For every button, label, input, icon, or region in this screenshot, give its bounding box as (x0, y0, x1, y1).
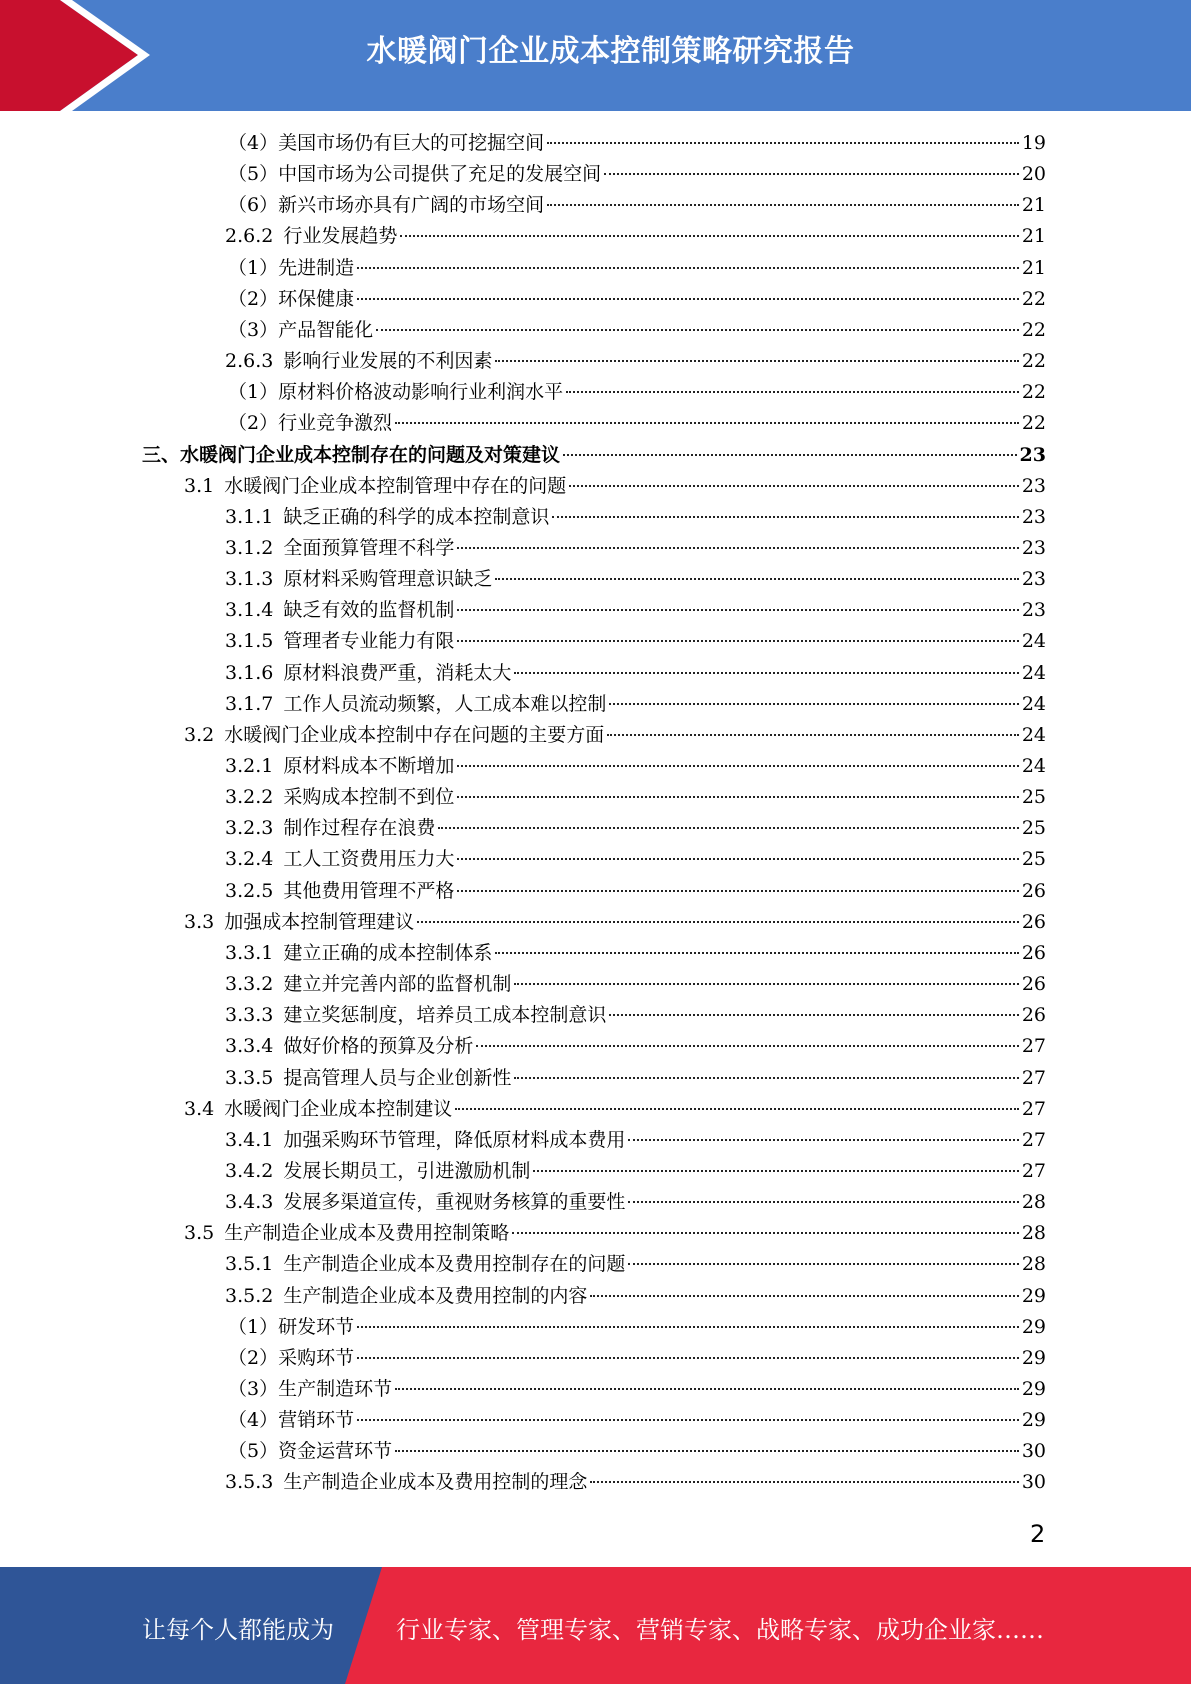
toc-dot-leader (547, 204, 1019, 206)
toc-entry-page: 28 (1021, 1253, 1046, 1276)
toc-entry-page: 27 (1021, 1159, 1046, 1182)
toc-entry-number: 3.4.2 (225, 1159, 274, 1182)
toc-entry-number: （4） (228, 132, 279, 154)
toc-entry[interactable] (225, 1000, 1046, 1031)
toc-entry-page: 22 (1021, 287, 1046, 310)
toc-entry-title: 原材料采购管理意识缺乏 (283, 568, 493, 591)
toc-entry-page: 23 (1021, 505, 1046, 528)
toc-entry-title: 美国市场仍有巨大的可挖掘空间 (278, 132, 545, 154)
page-header (0, 0, 1191, 111)
toc-entry-page: 22 (1021, 412, 1046, 435)
toc-entry-page: 22 (1021, 318, 1046, 341)
toc-dot-leader (457, 547, 1018, 549)
toc-entry-page: 30 (1021, 1440, 1046, 1463)
toc-entry-number: 3.4 (184, 1097, 215, 1120)
toc-entry[interactable] (228, 1374, 1046, 1405)
toc-entry[interactable] (184, 907, 1046, 938)
toc-dot-leader (495, 360, 1018, 362)
toc-dot-leader (357, 298, 1019, 300)
toc-entry-title: 缺乏正确的科学的成本控制意识 (283, 505, 550, 528)
toc-entry-page: 23 (1021, 568, 1046, 591)
toc-entry[interactable] (225, 938, 1046, 969)
toc-dot-leader (607, 734, 1019, 736)
toc-entry-page: 27 (1021, 1035, 1046, 1058)
toc-entry-page: 24 (1021, 630, 1046, 653)
toc-entry-number: （1） (228, 256, 279, 279)
toc-entry[interactable] (225, 751, 1046, 782)
toc-entry-title: 水暖阀门企业成本控制中存在问题的主要方面 (224, 723, 605, 746)
toc-entry-title: 生产制造企业成本及费用控制存在的问题 (283, 1253, 626, 1276)
toc-entry-number: （3） (228, 318, 279, 341)
toc-entry-title: 研发环节 (278, 1315, 355, 1338)
toc-entry-title: 先进制造 (278, 256, 355, 279)
toc-entry-number: 3.5 (184, 1222, 215, 1245)
toc-entry[interactable] (225, 689, 1046, 720)
toc-entry[interactable] (225, 1031, 1046, 1062)
toc-entry-page: 23 (1021, 599, 1046, 622)
toc-entry-page: 26 (1021, 879, 1046, 902)
toc-entry-number: （5） (228, 1440, 279, 1463)
toc-entry-title: 建立正确的成本控制体系 (283, 941, 493, 964)
toc-dot-leader (604, 173, 1019, 175)
toc-entry-title: 原材料价格波动影响行业利润水平 (278, 381, 564, 404)
toc-entry-title: 生产制造企业成本及费用控制策略 (224, 1222, 510, 1245)
toc-entry-page: 23 (1019, 443, 1046, 466)
toc-dot-leader (400, 235, 1018, 237)
toc-entry[interactable] (228, 253, 1046, 284)
toc-entry-title: 全面预算管理不科学 (283, 536, 455, 559)
toc-entry-page: 29 (1021, 1378, 1046, 1400)
toc-entry[interactable] (225, 782, 1046, 813)
toc-entry-number: 3.1.4 (225, 599, 274, 622)
toc-entry[interactable] (184, 1218, 1046, 1249)
toc-entry-title: 采购环节 (278, 1346, 355, 1369)
toc-entry-title: 新兴市场亦具有广阔的市场空间 (278, 194, 545, 217)
toc-entry[interactable] (142, 440, 1046, 471)
toc-entry-title: 行业竞争激烈 (278, 412, 393, 435)
toc-entry[interactable] (225, 626, 1046, 657)
toc-dot-leader (395, 1450, 1019, 1452)
toc-entry-page: 30 (1021, 1471, 1046, 1494)
toc-entry-number: 3.1.7 (225, 692, 274, 715)
toc-entry[interactable] (225, 533, 1046, 564)
toc-entry-title: 加强采购环节管理，降低原材料成本费用 (283, 1128, 626, 1151)
toc-entry-number: 3.4.3 (225, 1191, 274, 1214)
toc-entry-number: （2） (228, 412, 279, 435)
toc-entry[interactable] (225, 346, 1046, 377)
toc-entry-title: 产品智能化 (278, 318, 374, 341)
toc-dot-leader (514, 672, 1018, 674)
toc-entry-number: （1） (228, 1315, 279, 1338)
toc-dot-leader (457, 858, 1018, 860)
toc-entry-title: 水暖阀门企业成本控制建议 (224, 1097, 453, 1120)
toc-entry-title: 其他费用管理不严格 (283, 879, 455, 902)
toc-entry[interactable] (228, 315, 1046, 346)
toc-entry[interactable] (184, 471, 1046, 502)
toc-dot-leader (357, 267, 1019, 269)
toc-entry-number: 3.1.1 (225, 505, 274, 528)
toc-entry-title: 发展多渠道宣传，重视财务核算的重要性 (283, 1191, 626, 1214)
toc-entry-page: 29 (1021, 1284, 1046, 1307)
toc-entry-title: 环保健康 (278, 287, 355, 310)
toc-entry-page: 25 (1021, 786, 1046, 809)
toc-entry-title: 做好价格的预算及分析 (283, 1035, 474, 1058)
toc-entry-page: 26 (1021, 941, 1046, 964)
toc-entry-page: 21 (1021, 194, 1046, 217)
toc-entry[interactable] (228, 159, 1046, 190)
toc-dot-leader (628, 1139, 1018, 1141)
toc-entry-page: 24 (1021, 692, 1046, 715)
toc-entry-page: 21 (1021, 256, 1046, 279)
toc-entry-page: 28 (1021, 1191, 1046, 1214)
toc-entry-title: 水暖阀门企业成本控制管理中存在的问题 (224, 474, 567, 497)
toc-entry[interactable] (225, 1125, 1046, 1156)
toc-dot-leader (457, 609, 1018, 611)
toc-entry-title: 采购成本控制不到位 (283, 786, 455, 809)
toc-entry-number: （2） (228, 287, 279, 310)
toc-entry-page: 29 (1021, 1315, 1046, 1338)
toc-entry-number: 2.6.3 (225, 350, 274, 373)
toc-entry-title: 建立奖惩制度，培养员工成本控制意识 (283, 1004, 607, 1027)
toc-dot-leader (357, 1326, 1019, 1328)
toc-dot-leader (609, 703, 1018, 705)
toc-dot-leader (455, 1108, 1019, 1110)
toc-entry-title: 影响行业发展的不利因素 (283, 350, 493, 373)
toc-entry-number: （1） (228, 381, 279, 404)
toc-dot-leader (395, 422, 1019, 424)
toc-dot-leader (628, 1263, 1018, 1265)
toc-entry-title: 提高管理人员与企业创新性 (283, 1066, 512, 1089)
toc-entry-number: 2.6.2 (225, 225, 274, 248)
toc-entry[interactable] (225, 595, 1046, 626)
toc-dot-leader (457, 890, 1018, 892)
toc-dot-leader (495, 952, 1018, 954)
toc-entry-page: 25 (1021, 848, 1046, 871)
toc-entry-number: （3） (228, 1378, 279, 1400)
toc-entry[interactable] (228, 1343, 1046, 1374)
footer-slogan-left: 让每个人都能成为 (142, 1616, 334, 1644)
toc-entry[interactable] (228, 284, 1046, 315)
toc-entry-page: 26 (1021, 973, 1046, 996)
toc-entry[interactable] (225, 1156, 1046, 1187)
toc-entry[interactable] (228, 377, 1046, 408)
toc-entry-number: 3.4.1 (225, 1128, 274, 1151)
page-number: 2 (1030, 1520, 1046, 1548)
toc-dot-leader (357, 1357, 1019, 1359)
toc-entry-number: 3.2 (184, 723, 215, 746)
toc-entry[interactable] (184, 1094, 1046, 1125)
toc-entry-number: 3.3.5 (225, 1066, 274, 1089)
toc-dot-leader (514, 983, 1018, 985)
toc-entry-title: 资金运营环节 (278, 1440, 393, 1463)
toc-entry-number: 3.2.1 (225, 755, 274, 777)
toc-dot-leader (512, 1232, 1019, 1234)
toc-entry-number: 3.2.3 (225, 817, 274, 840)
page-footer (0, 1567, 1191, 1684)
toc-entry[interactable] (228, 1405, 1046, 1436)
toc-entry[interactable] (184, 720, 1046, 751)
footer-slogan-right: 行业专家、管理专家、营销专家、战略专家、成功企业家…… (396, 1616, 1044, 1644)
toc-entry-title: 缺乏有效的监督机制 (283, 599, 455, 622)
toc-entry-number: （5） (228, 163, 279, 186)
toc-entry-page: 28 (1021, 1222, 1046, 1245)
toc-entry[interactable] (225, 1187, 1046, 1218)
toc-dot-leader (569, 485, 1019, 487)
toc-entry-page: 29 (1021, 1409, 1046, 1432)
toc-entry-title: 发展长期员工，引进激励机制 (283, 1159, 531, 1182)
toc-entry-title: 行业发展趋势 (283, 225, 398, 248)
toc-dot-leader (457, 765, 1018, 767)
toc-entry-number: 3.3.1 (225, 941, 274, 964)
toc-entry-number: 3.1.3 (225, 568, 274, 591)
toc-dot-leader (609, 1014, 1018, 1016)
toc-entry[interactable] (225, 1063, 1046, 1094)
toc-dot-leader (533, 1170, 1018, 1172)
toc-entry-page: 23 (1021, 474, 1046, 497)
toc-entry[interactable] (225, 564, 1046, 595)
toc-entry-page: 26 (1021, 910, 1046, 933)
toc-entry[interactable] (225, 813, 1046, 844)
toc-entry-title: 管理者专业能力有限 (283, 630, 455, 653)
toc-entry-title: 原材料成本不断增加 (283, 755, 455, 777)
toc-dot-leader (376, 329, 1019, 331)
toc-entry-page: 24 (1021, 661, 1046, 684)
toc-entry-page: 29 (1021, 1346, 1046, 1369)
toc-dot-leader (417, 921, 1019, 923)
toc-entry-page: 26 (1021, 1004, 1046, 1027)
toc-dot-leader (495, 578, 1018, 580)
toc-entry-number: （2） (228, 1346, 279, 1369)
toc-entry-title: 三、水暖阀门企业成本控制存在的问题及对策建议 (142, 443, 561, 466)
toc-entry-number: （4） (228, 1409, 279, 1432)
header-title: 水暖阀门企业成本控制策略研究报告 (366, 34, 855, 69)
toc-entry-number: 3.3.4 (225, 1035, 274, 1058)
toc-entry-number: 3.3.2 (225, 973, 274, 996)
toc-entry-number: 3.2.4 (225, 848, 274, 871)
toc-dot-leader (547, 142, 1019, 144)
toc-entry-number: 3.2.2 (225, 786, 274, 809)
toc-dot-leader (438, 827, 1018, 829)
toc-entry-page: 25 (1021, 817, 1046, 840)
toc-entry-title: 生产制造企业成本及费用控制的内容 (283, 1284, 588, 1307)
toc-entry-page: 27 (1021, 1066, 1046, 1089)
toc-entry-number: （6） (228, 194, 279, 217)
toc-entry-title: 原材料浪费严重，消耗太大 (283, 661, 512, 684)
toc-entry-title: 中国市场为公司提供了充足的发展空间 (278, 163, 602, 186)
toc-entry-title: 工人工资费用压力大 (283, 848, 455, 871)
toc-entry-number: 3.3 (184, 910, 215, 933)
toc-entry-page: 22 (1021, 381, 1046, 404)
toc-entry[interactable] (228, 190, 1046, 221)
toc-entry[interactable] (225, 1249, 1046, 1280)
toc-entry-number: 3.5.1 (225, 1253, 274, 1276)
toc-entry[interactable] (225, 1281, 1046, 1312)
toc-entry-page: 27 (1021, 1128, 1046, 1151)
toc-dot-leader (476, 1045, 1018, 1047)
toc-entry[interactable] (225, 969, 1046, 1000)
toc-entry-number: 3.1.2 (225, 536, 274, 559)
toc-entry[interactable] (228, 408, 1046, 439)
toc-dot-leader (457, 640, 1018, 642)
toc-dot-leader (552, 516, 1018, 518)
toc-entry-page: 24 (1021, 723, 1046, 746)
toc-dot-leader (590, 1295, 1018, 1297)
toc-dot-leader (395, 1388, 1019, 1390)
toc-entry-title: 工作人员流动频繁，人工成本难以控制 (283, 692, 607, 715)
toc-dot-leader (357, 1419, 1019, 1421)
toc-dot-leader (628, 1201, 1018, 1203)
toc-entry-number: 3.5.3 (225, 1471, 274, 1494)
toc-entry-page: 20 (1021, 163, 1046, 186)
toc-entry-number: 3.1.6 (225, 661, 274, 684)
toc-entry-page: 24 (1021, 755, 1046, 777)
toc-dot-leader (457, 796, 1018, 798)
toc-entry-title: 制作过程存在浪费 (283, 817, 436, 840)
toc-entry[interactable] (225, 844, 1046, 875)
toc-dot-leader (566, 391, 1019, 393)
toc-entry-title: 营销环节 (278, 1409, 355, 1432)
toc-entry-page: 21 (1021, 225, 1046, 248)
toc-entry-page: 23 (1021, 536, 1046, 559)
toc-dot-leader (590, 1481, 1018, 1483)
toc-dot-leader (563, 454, 1017, 456)
toc-entry[interactable] (225, 658, 1046, 689)
toc-entry-number: 3.5.2 (225, 1284, 274, 1307)
toc-entry-number: 3.1.5 (225, 630, 274, 653)
toc-entry-title: 生产制造企业成本及费用控制的理念 (283, 1471, 588, 1494)
toc-entry-page: 27 (1021, 1097, 1046, 1120)
toc-entry-number: 3.1 (184, 474, 215, 497)
toc-entry[interactable] (225, 502, 1046, 533)
toc-entry[interactable] (225, 221, 1046, 252)
toc-entry[interactable] (228, 128, 1046, 159)
toc-entry[interactable] (228, 1312, 1046, 1343)
toc-entry-page: 19 (1021, 132, 1046, 154)
toc-entry[interactable] (225, 876, 1046, 907)
toc-entry[interactable] (228, 1436, 1046, 1467)
toc-entry-title: 加强成本控制管理建议 (224, 910, 415, 933)
toc-entry-number: 3.3.3 (225, 1004, 274, 1027)
toc-entry-page: 22 (1021, 350, 1046, 373)
toc-entry-number: 3.2.5 (225, 879, 274, 902)
toc-entry[interactable] (225, 1467, 1046, 1498)
toc-entry-title: 生产制造环节 (278, 1378, 393, 1400)
toc-dot-leader (514, 1077, 1018, 1079)
toc-entry-title: 建立并完善内部的监督机制 (283, 973, 512, 996)
